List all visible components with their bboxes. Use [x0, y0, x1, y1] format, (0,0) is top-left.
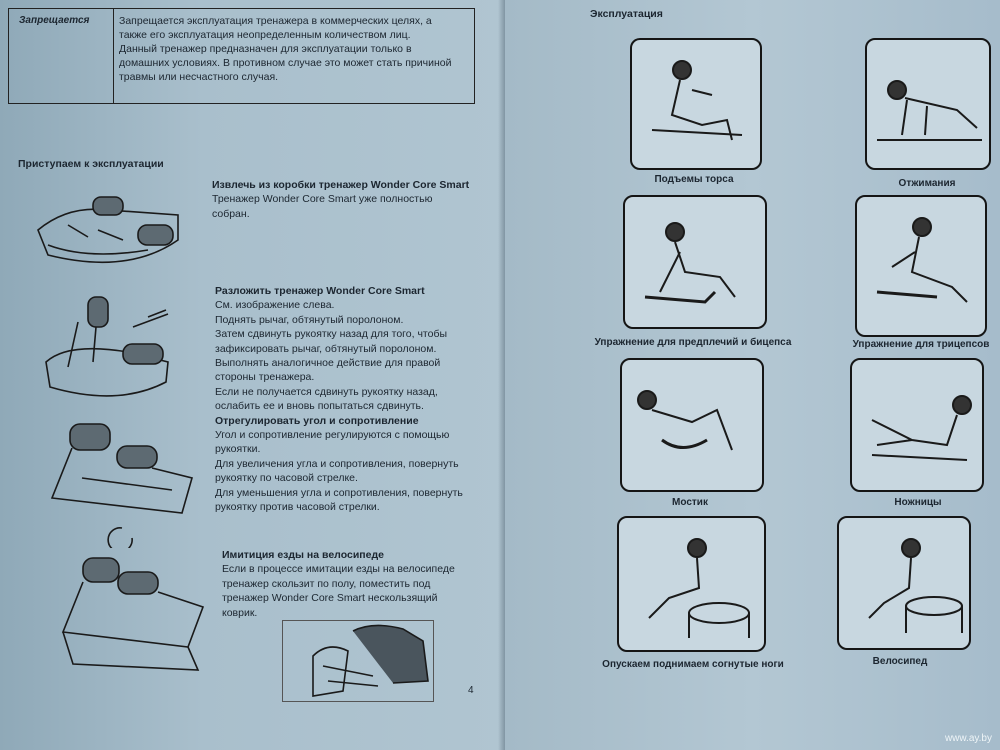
exercise-scissors-image [850, 358, 984, 492]
exercise-triceps-image [855, 195, 987, 337]
step-line: рукоятку по часовой стрелке. [215, 472, 358, 485]
exercise-caption: Опускаем поднимаем согнутые ноги [602, 659, 784, 670]
warning-line: Запрещается эксплуатация тренажера в коммерческих целях, а [119, 15, 432, 27]
step-line: стороны тренажера. [215, 371, 315, 384]
warning-line: Данный тренажер предназначен для эксплуатации только в [119, 43, 412, 55]
exercise-bent-legs-image [617, 516, 766, 652]
step-title: Разложить тренажер Wonder Core Smart [215, 285, 425, 297]
step-title: Имитиция езды на велосипеде [222, 549, 384, 561]
step-line: рукоятки. [215, 443, 261, 456]
page-number: 4 [468, 685, 474, 696]
section-title-start: Приступаем к эксплуатации [18, 158, 164, 170]
machine-adjust-illustration [42, 418, 197, 548]
step-unfold [215, 284, 463, 515]
exercise-bridge-image [620, 358, 764, 492]
section-title-usage: Эксплуатация [590, 8, 663, 20]
machine-unfold-illustration [38, 292, 188, 407]
exercise-bicycle-image [837, 516, 971, 650]
step-line: собран. [212, 207, 250, 220]
step-title: Извлечь из коробки тренажер Wonder Core Smart [212, 179, 470, 191]
warning-line: травмы или несчастного случая. [119, 71, 279, 83]
exercise-situps-image [630, 38, 762, 170]
warning-label-cell [9, 9, 114, 103]
exercise-forearm-biceps-image [623, 195, 767, 329]
step-extract [212, 178, 469, 221]
step-line: Угол и сопротивление регулируются с помощью [215, 429, 450, 442]
exercise-caption: Подъемы торса [654, 174, 734, 185]
step-line: Затем сдвинуть рукоятку назад для того, чтобы [215, 328, 448, 341]
step-line: тренажер Wonder Core Smart нескользящий [222, 592, 438, 605]
warning-text-cell [119, 14, 469, 84]
watermark: www.ay.by [944, 733, 992, 744]
exercise-caption: Велосипед [872, 656, 928, 667]
step-line: Для уменьшения угла и сопротивления, повернуть [215, 486, 463, 499]
warning-line: домашних условиях. В противном случае это может стать причиной [119, 57, 452, 69]
step-line: Если в процессе имитации езды на велосипеде [222, 563, 455, 576]
exercise-caption: Ножницы [894, 497, 942, 508]
exercise-caption: Упражнение для предплечий и бицепса [594, 337, 792, 348]
step-line: рукоятку против часовой стрелки. [215, 501, 380, 514]
warning-line: также его эксплуатация неопределенным количеством лиц. [119, 29, 411, 41]
step-line: Поднять рычаг, обтянутый поролоном. [215, 313, 404, 326]
step-line: Для увеличения угла и сопротивления, повернуть [215, 457, 459, 470]
exercise-caption: Упражнение для трицепсов [852, 339, 990, 350]
step-line: Если не получается сдвинуть рукоятку назад, [215, 385, 438, 398]
cycling-foot-illustration [282, 620, 434, 702]
step-title: Отрегулировать угол и сопротивление [215, 414, 419, 427]
exercise-caption: Мостик [672, 497, 708, 508]
step-line: тренажер скользит по полу, поместить под [222, 577, 431, 590]
machine-folded-illustration [28, 185, 188, 280]
exercise-caption: Отжимания [898, 178, 956, 189]
warning-label: Запрещается [19, 15, 90, 26]
step-line: ослабить ее и вновь попытаться сдвинуть. [215, 400, 424, 413]
machine-cycling-setup-illustration [58, 552, 208, 672]
step-line: Выполнять аналогичное действие для правой [215, 357, 441, 370]
warning-table [8, 8, 475, 104]
step-line: См. изображение слева. [215, 299, 335, 312]
step-line: коврик. [222, 606, 258, 619]
right-page [505, 0, 1000, 750]
step-cycling [222, 548, 455, 620]
step-line: Тренажер Wonder Core Smart уже полностью [212, 193, 433, 206]
step-line: зафиксировать рычаг, обтянутый поролоном. [215, 342, 437, 355]
exercise-pushups-image [865, 38, 991, 170]
